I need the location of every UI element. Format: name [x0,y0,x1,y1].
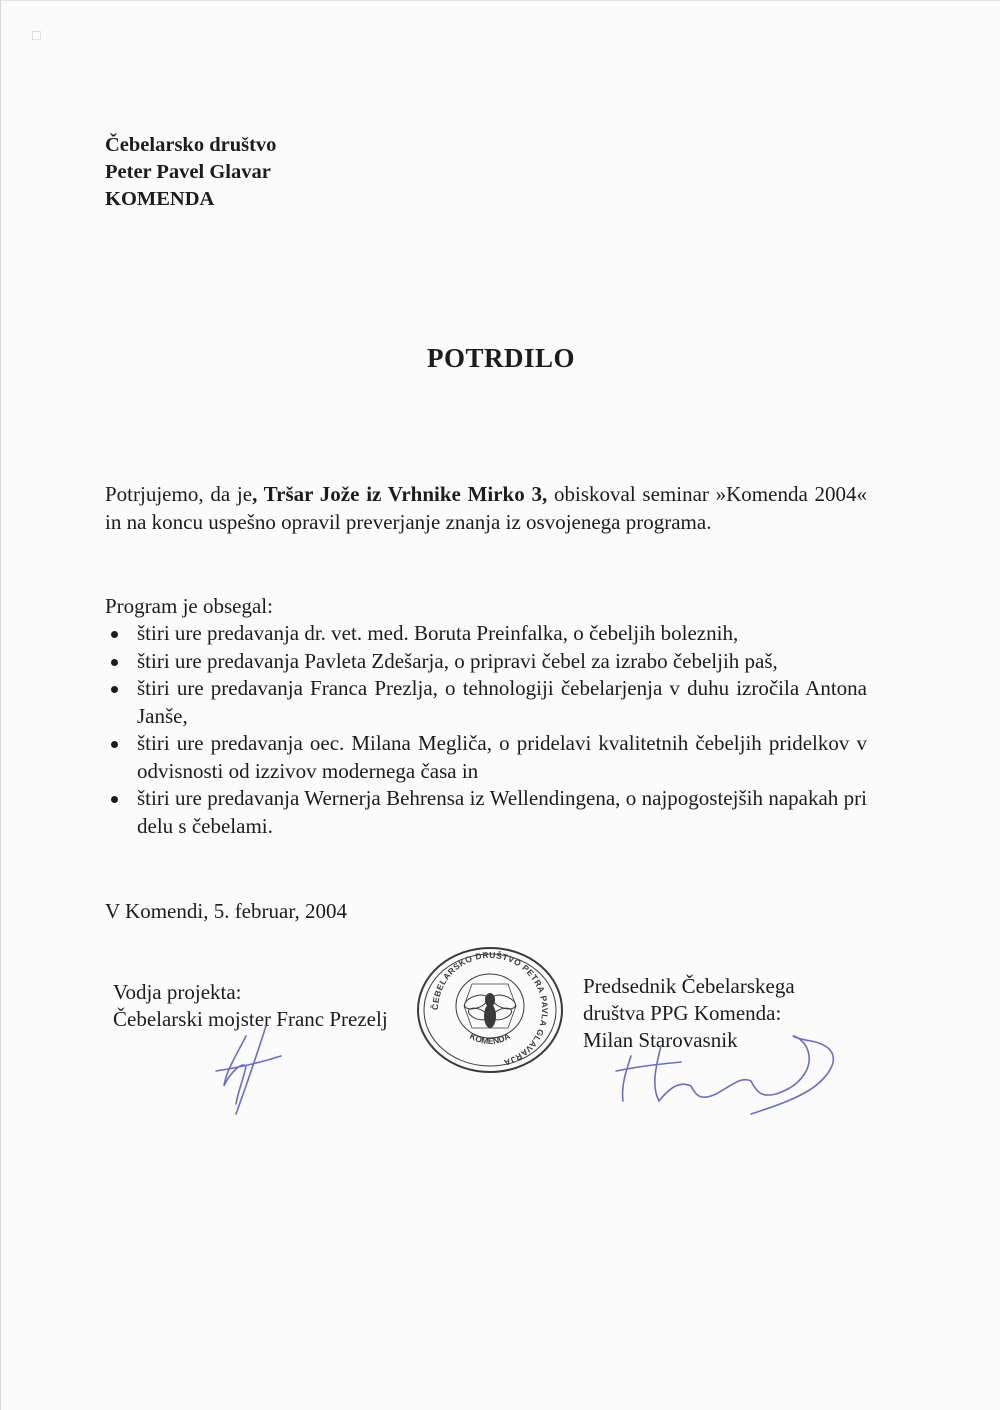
svg-text:ČEBELARSKO DRUŠTVO PETRA PAVLA: ČEBELARSKO DRUŠTVO PETRA PAVLA GLAVARJA [429,949,551,1069]
letterhead [105,132,276,213]
bullet-icon [111,659,118,666]
bullet-icon [111,631,118,638]
confirmation-text-end: obiskoval seminar »Komenda 2004« in na koncu uspešno opravil preverjanje znanja iz osvojenega programa. [105,482,868,534]
signatory-name: Milan Starovasnik [583,1028,738,1052]
list-item-text: štiri ure predavanja Pavleta Zdešarja, o pripravi čebel za izrabo čebeljih paš, [137,648,778,673]
list-item-text: štiri ure predavanja Wernerja Behrensa iz Wellendingena, o najpogostejših napakah pri delu s čebelami. [137,786,867,838]
handwritten-signature-right [601,1026,851,1116]
signatory-role: Predsednik Čebelarskega [583,974,795,998]
participant-name: , Tršar Jože iz Vrhnike Mirko 3, [252,482,548,506]
list-item [105,620,867,648]
bullet-icon [111,686,118,693]
letterhead-line: KOMENDA [105,188,215,210]
list-item [105,648,867,676]
bullet-icon [111,741,118,748]
handwritten-signature-left [206,1016,296,1116]
list-item [105,675,867,730]
list-item-text: štiri ure predavanja Franca Prezlja, o tehnologiji čebelarjenja v duhu izročila Antona Janše, [137,676,867,728]
program-list [105,620,867,840]
list-item-text: štiri ure predavanja dr. vet. med. Boruta Preinfalka, o čebeljih boleznih, [137,621,739,645]
list-item [105,785,867,840]
seal-stamp-icon [412,944,568,1076]
svg-text:KOMENDA: KOMENDA [468,1030,512,1047]
place-and-date: V Komendi, 5. februar, 2004 [105,899,347,923]
confirmation-paragraph [105,481,867,536]
program-heading: Program je obsegal: [105,594,273,618]
document-title: POTRDILO [426,343,576,373]
letterhead-line: Čebelarsko društvo [105,134,277,156]
signatory-role: Vodja projekta: [113,980,242,1004]
confirmation-text-start: Potrjujemo, da je [105,482,253,506]
signatory-role: društva PPG Komenda: [583,1001,782,1025]
corner-watermark-icon: ☐ [31,29,43,43]
signatory-name: Čebelarski mojster Franc Prezelj [113,1007,388,1031]
list-item-text: štiri ure predavanja oec. Milana Megliča, o pridelavi kvalitetnih čebeljih pridelkov v odvisnosti od izzivov modernega časa in [137,731,867,783]
bullet-icon [111,796,118,803]
list-item [105,730,867,785]
letterhead-line: Peter Pavel Glavar [105,161,271,183]
